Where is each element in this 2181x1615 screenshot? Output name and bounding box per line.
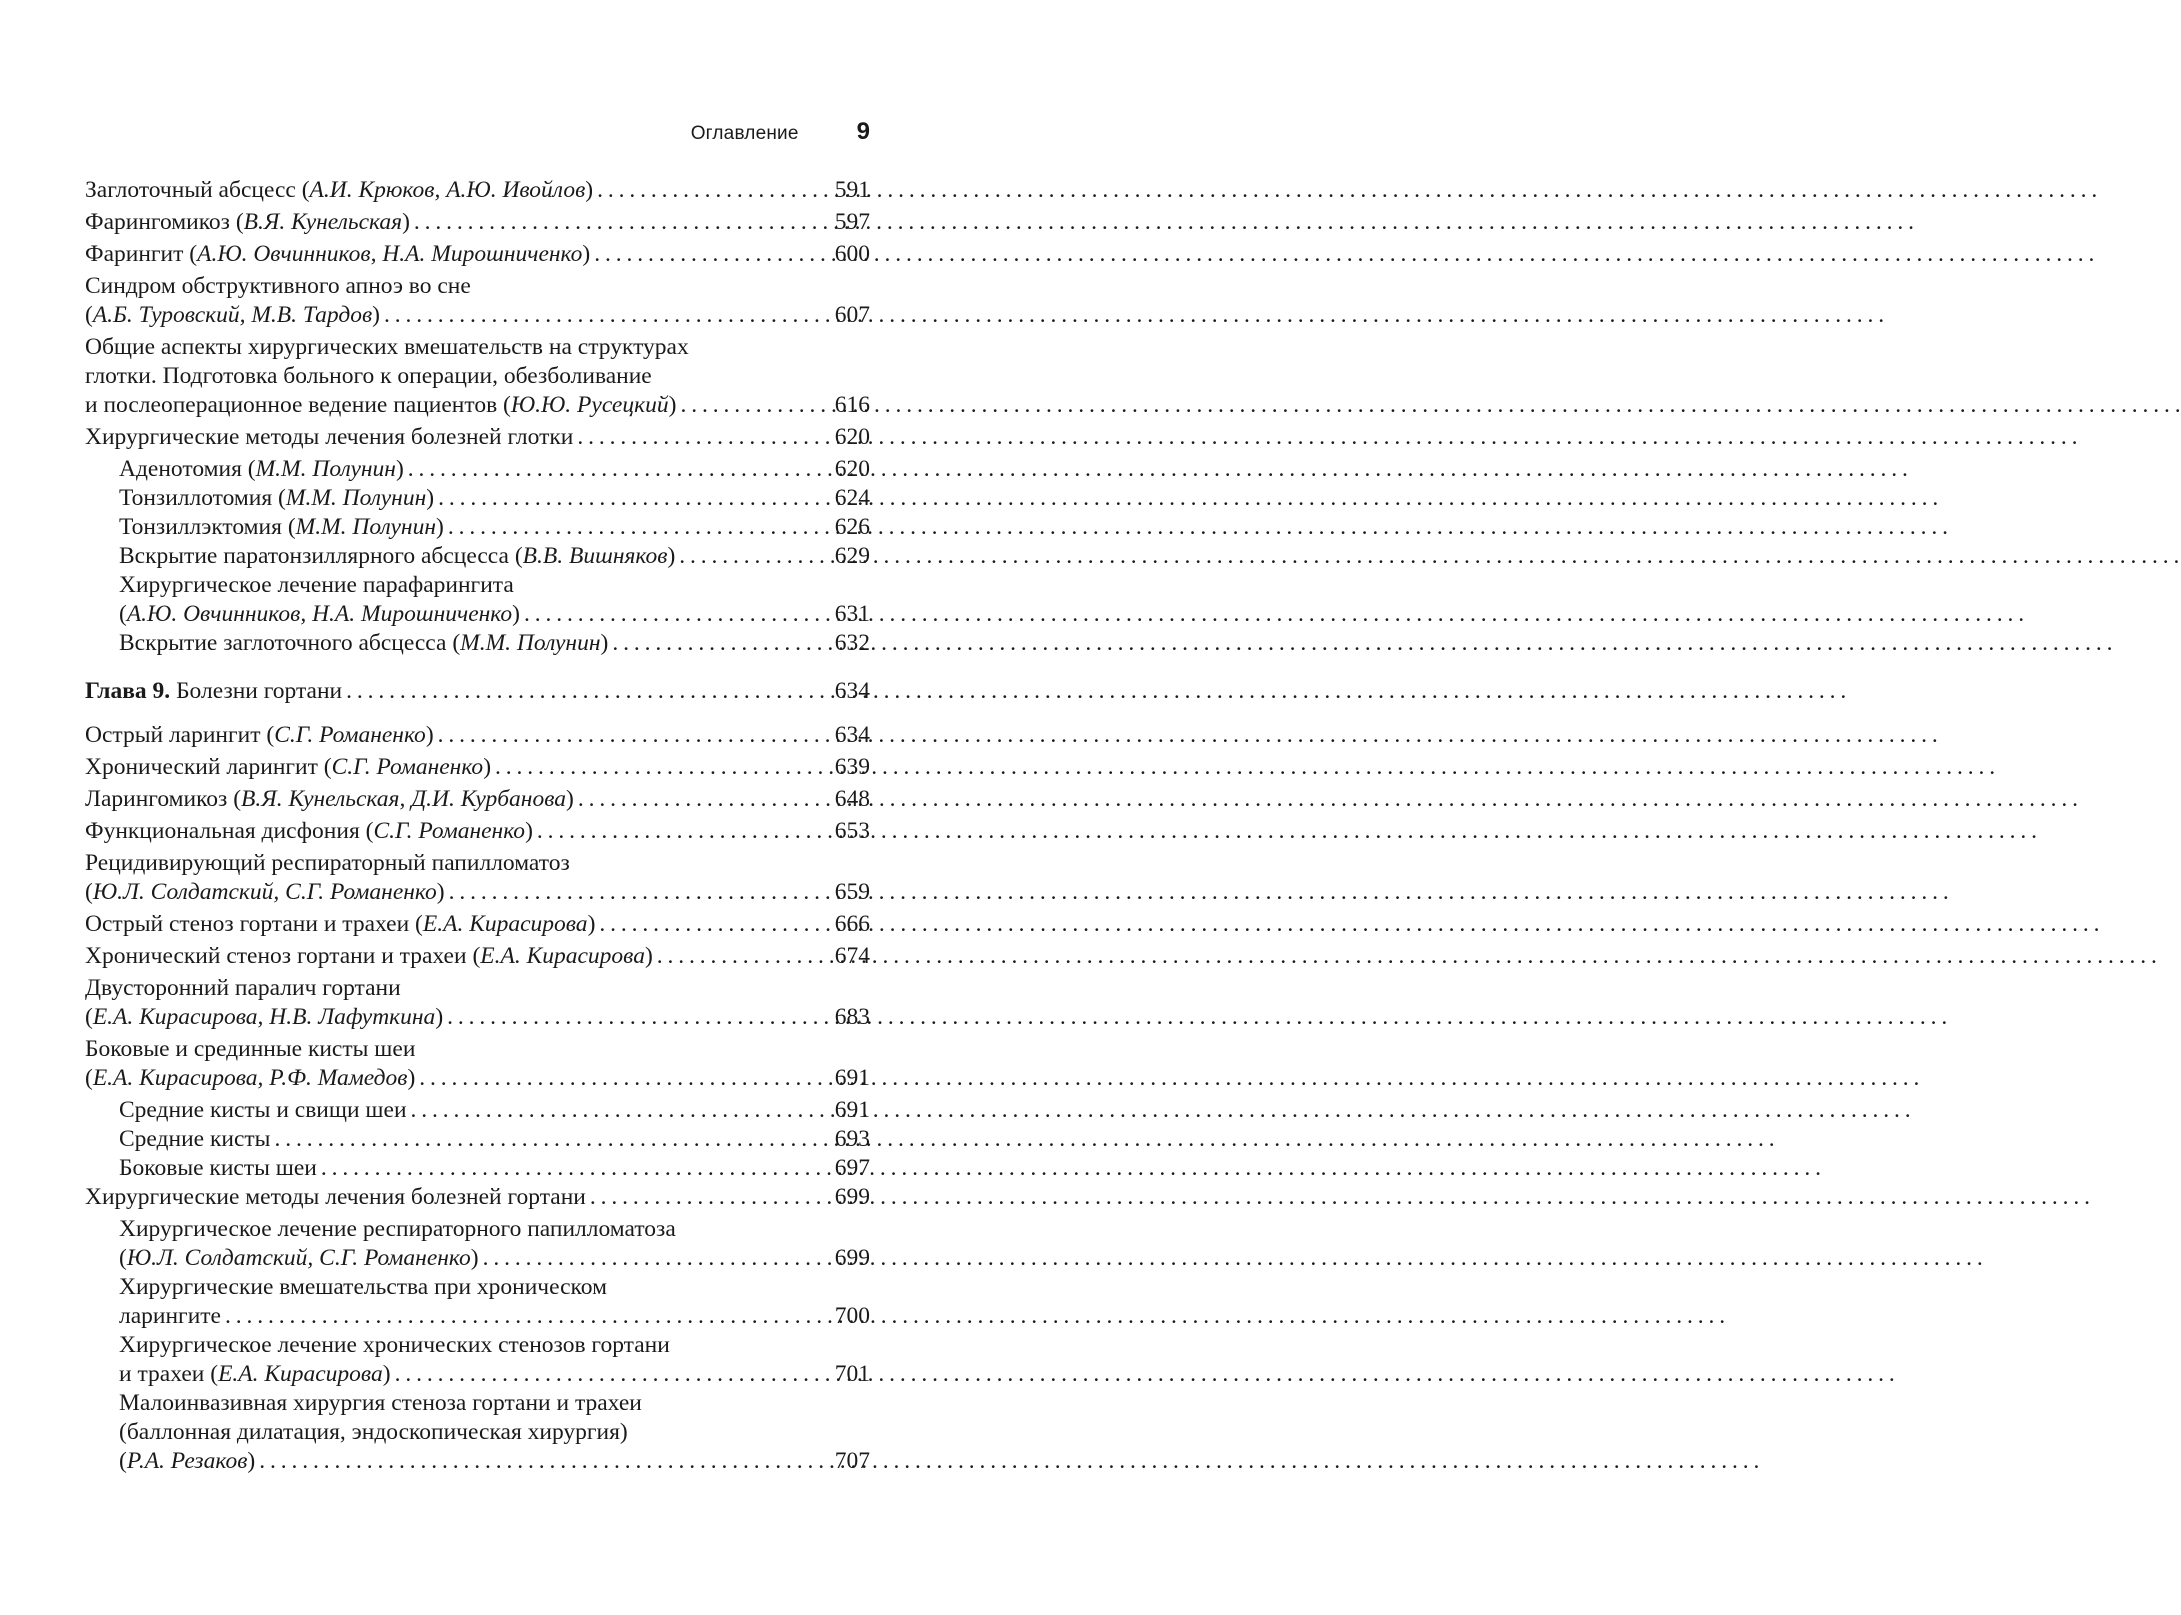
toc-entry-line — [119, 1125, 870, 1154]
toc-entry-line — [119, 1360, 870, 1389]
entry-close-paren: ) — [435, 1004, 444, 1030]
toc-entry-title — [119, 1244, 479, 1273]
dot-leader — [408, 455, 826, 484]
entry-author: В.Я. Кунельская — [243, 209, 403, 235]
entry-close-paren: ) — [644, 943, 653, 969]
toc-entry-title-line: Двусторонний паралич гортани — [85, 975, 401, 1001]
toc-entry[interactable] — [85, 571, 870, 629]
toc-entry-title — [85, 208, 410, 237]
entry-page-number: 600 — [834, 241, 870, 267]
entry-close-paren: ) — [436, 514, 444, 540]
entry-close-paren: ) — [425, 722, 434, 748]
entry-title-text: Хронический ларингит ( — [85, 754, 332, 780]
toc-entry-title — [85, 1183, 586, 1212]
toc-entry-title-line: Хирургическое лечение хронических стенозов гортани — [119, 1332, 670, 1358]
entry-title-text: Ларингомикоз ( — [85, 786, 242, 812]
toc-entry-line — [85, 721, 870, 750]
entry-author: М.М. Полунин — [285, 485, 427, 511]
chapter-entry[interactable] — [85, 677, 870, 706]
entry-close-paren: ) — [395, 456, 404, 482]
toc-entry-line — [85, 910, 870, 939]
entry-close-paren: ) — [566, 786, 574, 812]
entry-page-number: 693 — [834, 1126, 870, 1152]
entry-author: Р.А. Резаков — [126, 1448, 248, 1474]
entry-close-paren: ) — [470, 1245, 479, 1271]
entry-title-text: Тонзиллотомия ( — [119, 485, 286, 511]
entry-close-paren: ) — [667, 543, 676, 569]
dot-leader — [414, 208, 826, 237]
toc-entry[interactable] — [85, 455, 870, 484]
entry-title-text: ларингите — [119, 1303, 221, 1329]
entry-title-text: Аденотомия ( — [119, 456, 256, 482]
entry-close-paren: ) — [668, 392, 677, 418]
dot-leader — [495, 753, 826, 782]
toc-entry[interactable] — [85, 629, 870, 658]
toc-entry-title — [85, 176, 593, 205]
toc-entry-line — [119, 513, 870, 542]
entry-close-paren: ) — [407, 1065, 416, 1091]
dot-leader — [594, 240, 826, 269]
dot-leader — [438, 721, 826, 750]
toc-entry-title — [119, 1096, 407, 1125]
entry-title-text: Хронический стеноз гортани и трахеи ( — [85, 943, 481, 969]
entry-author: В.Я. Кунельская, Д.И. Курбанова — [241, 786, 566, 812]
entry-close-paren: ) — [600, 630, 609, 656]
dot-leader — [524, 600, 826, 629]
toc-entry[interactable] — [85, 208, 870, 237]
entry-author: М.М. Полунин — [295, 514, 436, 540]
toc-entry[interactable] — [85, 1331, 870, 1389]
entry-title-text: Средние кисты — [119, 1126, 271, 1152]
dot-leader — [438, 484, 826, 513]
toc-entry-title — [119, 1360, 391, 1389]
entry-page-number: 607 — [834, 302, 870, 328]
dot-leader — [599, 910, 826, 939]
toc-entry-title — [119, 484, 434, 513]
toc-entry-line — [119, 1096, 870, 1125]
running-title: Оглавление — [690, 123, 799, 144]
entry-close-paren: ) — [512, 601, 520, 627]
entry-page-number: 597 — [834, 209, 870, 235]
entry-author: А.Б. Туровский, М.В. Тардов — [92, 302, 373, 328]
toc-entry[interactable] — [85, 1215, 870, 1273]
toc-entry-title — [85, 878, 445, 907]
toc-entry-title — [119, 629, 608, 658]
entry-page-number: 674 — [834, 943, 870, 969]
dot-leader — [225, 1302, 826, 1331]
dot-leader — [447, 1003, 826, 1032]
entry-author: Е.А. Кирасирова — [422, 911, 588, 937]
toc-entry-line — [85, 1064, 870, 1093]
entry-author: С.Г. Романенко — [274, 722, 426, 748]
toc-entry[interactable] — [85, 1183, 870, 1212]
entry-author: С.Г. Романенко — [373, 818, 526, 844]
entry-author: Ю.Л. Солдатский, С.Г. Романенко — [92, 879, 437, 905]
toc-entry-title — [85, 1003, 443, 1032]
entry-author: Е.А. Кирасирова — [480, 943, 645, 969]
entry-title-text: Фарингомикоз ( — [85, 209, 244, 235]
dot-leader — [419, 1064, 826, 1093]
toc-entry-title — [119, 1302, 221, 1331]
entry-author: Е.А. Кирасирова, Р.Ф. Мамедов — [92, 1065, 408, 1091]
toc-entry-title-line: Синдром обструктивного апноэ во сне — [85, 273, 471, 299]
entry-page-number: 591 — [834, 177, 870, 203]
entry-close-paren: ) — [483, 754, 492, 780]
dot-leader — [346, 677, 826, 706]
toc-entry[interactable] — [85, 1273, 870, 1331]
toc-entry-title — [85, 423, 573, 452]
entry-title-text: ( — [119, 1245, 127, 1271]
chapter-title: Болезни гортани — [170, 678, 343, 704]
toc-entry-title — [119, 600, 520, 629]
page-header — [85, 118, 870, 146]
entry-close-paren: ) — [247, 1448, 256, 1474]
entry-author: Ю.Л. Солдатский, С.Г. Романенко — [126, 1245, 471, 1271]
toc-entry-line — [119, 484, 870, 513]
dot-leader — [679, 542, 826, 571]
toc-entry[interactable] — [85, 721, 870, 750]
toc-entry-title — [85, 910, 595, 939]
dot-leader — [411, 1096, 826, 1125]
entry-title-text: Вскрытие заглоточного абсцесса ( — [119, 630, 461, 656]
entry-page-number: 631 — [834, 601, 870, 627]
toc-entry-line — [85, 1003, 870, 1032]
table-of-contents — [85, 176, 870, 1476]
toc-entry-line — [119, 455, 870, 484]
entry-close-paren: ) — [372, 302, 380, 328]
entry-title-text: Острый ларингит ( — [85, 722, 275, 748]
toc-entry[interactable] — [85, 423, 870, 452]
entry-close-paren: ) — [525, 818, 533, 844]
entry-close-paren: ) — [585, 177, 594, 203]
dot-leader — [449, 878, 826, 907]
entry-page-number: 699 — [834, 1245, 870, 1271]
toc-entry-title — [119, 455, 404, 484]
toc-entry[interactable] — [85, 910, 870, 939]
toc-entry-title-line: Боковые и срединные кисты шеи — [85, 1036, 416, 1062]
toc-entry-title-line: Малоинвазивная хирургия стеноза гортани и трахеи — [119, 1390, 642, 1416]
dot-leader — [577, 423, 826, 452]
toc-entry-title — [85, 721, 434, 750]
toc-entry-line — [119, 1244, 870, 1273]
dot-leader — [259, 1447, 826, 1476]
entry-page-number: 659 — [834, 879, 870, 905]
entry-author: С.Г. Романенко — [331, 754, 484, 780]
entry-title-text: Вскрытие паратонзиллярного абсцесса ( — [119, 543, 523, 569]
entry-author: Ю.Ю. Русецкий — [510, 392, 669, 418]
toc-entry-title — [119, 542, 675, 571]
toc-entry[interactable] — [85, 974, 870, 1032]
toc-entry[interactable] — [85, 1035, 870, 1093]
toc-entry[interactable] — [85, 333, 870, 420]
entry-close-paren: ) — [402, 209, 410, 235]
toc-entry-line — [119, 600, 870, 629]
entry-title-text: ( — [85, 1004, 93, 1030]
entry-title-text: ( — [119, 601, 127, 627]
toc-entry[interactable] — [85, 513, 870, 542]
toc-entry-title-line: Хирургические вмешательства при хроническом — [119, 1274, 607, 1300]
dot-leader — [597, 176, 826, 205]
dot-leader — [395, 1360, 826, 1389]
toc-entry-line — [85, 785, 870, 814]
toc-entry-line — [85, 240, 870, 269]
toc-entry[interactable] — [85, 484, 870, 513]
toc-entry[interactable] — [85, 272, 870, 330]
toc-entry-line — [85, 423, 870, 452]
toc-entry-title — [85, 240, 590, 269]
toc-entry[interactable] — [85, 240, 870, 269]
entry-page-number: 683 — [834, 1004, 870, 1030]
entry-page-number: 629 — [834, 543, 870, 569]
toc-entry[interactable] — [85, 785, 870, 814]
toc-entry-line — [85, 391, 870, 420]
toc-entry-title — [119, 1447, 255, 1476]
toc-entry-line — [85, 942, 870, 971]
toc-entry-title-line: Хирургическое лечение парафарингита — [119, 572, 514, 598]
dot-leader — [537, 817, 826, 846]
toc-entry-line — [119, 542, 870, 571]
toc-entry-line — [85, 208, 870, 237]
entry-title-text: и послеоперационное ведение пациентов ( — [85, 392, 511, 418]
entry-page-number: 701 — [834, 1361, 870, 1387]
toc-entry[interactable] — [85, 942, 870, 971]
entry-author: М.М. Полунин — [255, 456, 396, 482]
toc-entry-line — [119, 629, 870, 658]
toc-entry[interactable] — [85, 1154, 870, 1183]
entry-author: Е.А. Кирасирова, Н.В. Лафуткина — [92, 1004, 436, 1030]
dot-leader — [578, 785, 826, 814]
entry-page-number: 699 — [834, 1184, 870, 1210]
dot-leader — [274, 1125, 826, 1154]
dot-leader — [448, 513, 826, 542]
toc-entry-line — [119, 1302, 870, 1331]
entry-title-text: ( — [85, 1065, 93, 1091]
toc-entry[interactable] — [85, 1096, 870, 1125]
entry-title-text: Заглоточный абсцесс ( — [85, 177, 310, 203]
toc-entry[interactable] — [85, 176, 870, 205]
entry-title-text: Тонзиллэктомия ( — [119, 514, 296, 540]
entry-author: А.Ю. Овчинников, Н.А. Мирошниченко — [126, 601, 513, 627]
toc-entry-title-line: Общие аспекты хирургических вмешательств на структурах — [85, 334, 689, 360]
entry-close-paren: ) — [436, 879, 445, 905]
toc-entry[interactable] — [85, 817, 870, 846]
entry-page-number: 697 — [834, 1155, 870, 1181]
entry-close-paren: ) — [587, 911, 596, 937]
entry-title-text: Боковые кисты шеи — [119, 1155, 317, 1181]
dot-leader — [483, 1244, 826, 1273]
entry-title-text: ( — [85, 879, 93, 905]
toc-entry[interactable] — [85, 1389, 870, 1476]
dot-leader — [321, 1154, 826, 1183]
toc-entry-title — [85, 1064, 415, 1093]
page-number: 9 — [856, 118, 870, 145]
entry-page-number: 634 — [834, 722, 870, 748]
toc-entry-line — [85, 677, 870, 706]
entry-author: В.В. Вишняков — [522, 543, 668, 569]
entry-page-number: 707 — [834, 1448, 870, 1474]
entry-close-paren: ) — [426, 485, 435, 511]
toc-entry-title — [119, 1125, 270, 1154]
entry-page-number: 634 — [834, 678, 870, 704]
entry-page-number: 648 — [834, 786, 870, 812]
toc-entry[interactable] — [85, 753, 870, 782]
toc-entry-title — [85, 753, 491, 782]
entry-page-number: 691 — [834, 1065, 870, 1091]
toc-entry-line — [85, 176, 870, 205]
toc-entry-title — [85, 817, 533, 846]
dot-leader — [680, 391, 826, 420]
toc-entry[interactable] — [85, 849, 870, 907]
entry-page-number: 691 — [834, 1097, 870, 1123]
entry-page-number: 620 — [834, 456, 870, 482]
entry-page-number: 620 — [834, 424, 870, 450]
dot-leader — [384, 301, 826, 330]
toc-entry-title-line: Рецидивирующий респираторный папилломатоз — [85, 850, 570, 876]
toc-entry-title-line: глотки. Подготовка больного к операции, обезболивание — [85, 363, 652, 389]
entry-title-text: Хирургические методы лечения болезней гортани — [85, 1184, 586, 1210]
toc-entry-line — [85, 878, 870, 907]
dot-leader — [590, 1183, 826, 1212]
toc-entry-title — [85, 785, 574, 814]
entry-page-number: 616 — [834, 392, 870, 418]
toc-entry-line — [85, 1183, 870, 1212]
toc-entry-line — [119, 1447, 870, 1476]
entry-page-number: 653 — [834, 818, 870, 844]
entry-author: А.Ю. Овчинников, Н.А. Мирошниченко — [197, 241, 583, 267]
entry-page-number: 632 — [834, 630, 870, 656]
toc-entry[interactable] — [85, 542, 870, 571]
toc-entry-title-line: Хирургическое лечение респираторного папилломатоза — [119, 1216, 676, 1242]
entry-title-text: ( — [119, 1448, 127, 1474]
toc-entry-title-line: (баллонная дилатация, эндоскопическая хирургия) — [119, 1419, 628, 1445]
entry-page-number: 700 — [834, 1303, 870, 1329]
toc-entry-line — [119, 1154, 870, 1183]
entry-title-text: Острый стеноз гортани и трахеи ( — [85, 911, 423, 937]
dot-leader — [612, 629, 826, 658]
entry-page-number: 639 — [834, 754, 870, 780]
toc-entry-title — [85, 942, 653, 971]
toc-entry[interactable] — [85, 1125, 870, 1154]
entry-author: М.М. Полунин — [460, 630, 601, 656]
entry-page-number: 624 — [834, 485, 870, 511]
entry-title-text: Средние кисты и свищи шеи — [119, 1097, 407, 1123]
entry-author: Е.А. Кирасирова — [218, 1361, 383, 1387]
toc-entry-line — [85, 301, 870, 330]
toc-entry-title — [85, 677, 342, 706]
entry-title-text: и трахеи ( — [119, 1361, 219, 1387]
entry-title-text: Хирургические методы лечения болезней глотки — [85, 424, 574, 450]
entry-title-text: ( — [85, 302, 93, 328]
entry-page-number: 626 — [834, 514, 870, 540]
entry-close-paren: ) — [382, 1361, 391, 1387]
entry-author: А.И. Крюков, А.Ю. Ивойлов — [309, 177, 586, 203]
dot-leader — [657, 942, 826, 971]
toc-entry-title — [85, 301, 380, 330]
book-page — [0, 0, 1000, 1615]
chapter-label: Глава 9. — [85, 678, 171, 704]
toc-entry-title — [119, 513, 444, 542]
toc-entry-title — [119, 1154, 317, 1183]
entry-page-number: 666 — [834, 911, 870, 937]
toc-entry-line — [85, 753, 870, 782]
toc-entry-title — [85, 391, 676, 420]
toc-entry-line — [85, 817, 870, 846]
entry-title-text: Фарингит ( — [85, 241, 198, 267]
entry-title-text: Функциональная дисфония ( — [85, 818, 374, 844]
entry-close-paren: ) — [582, 241, 591, 267]
